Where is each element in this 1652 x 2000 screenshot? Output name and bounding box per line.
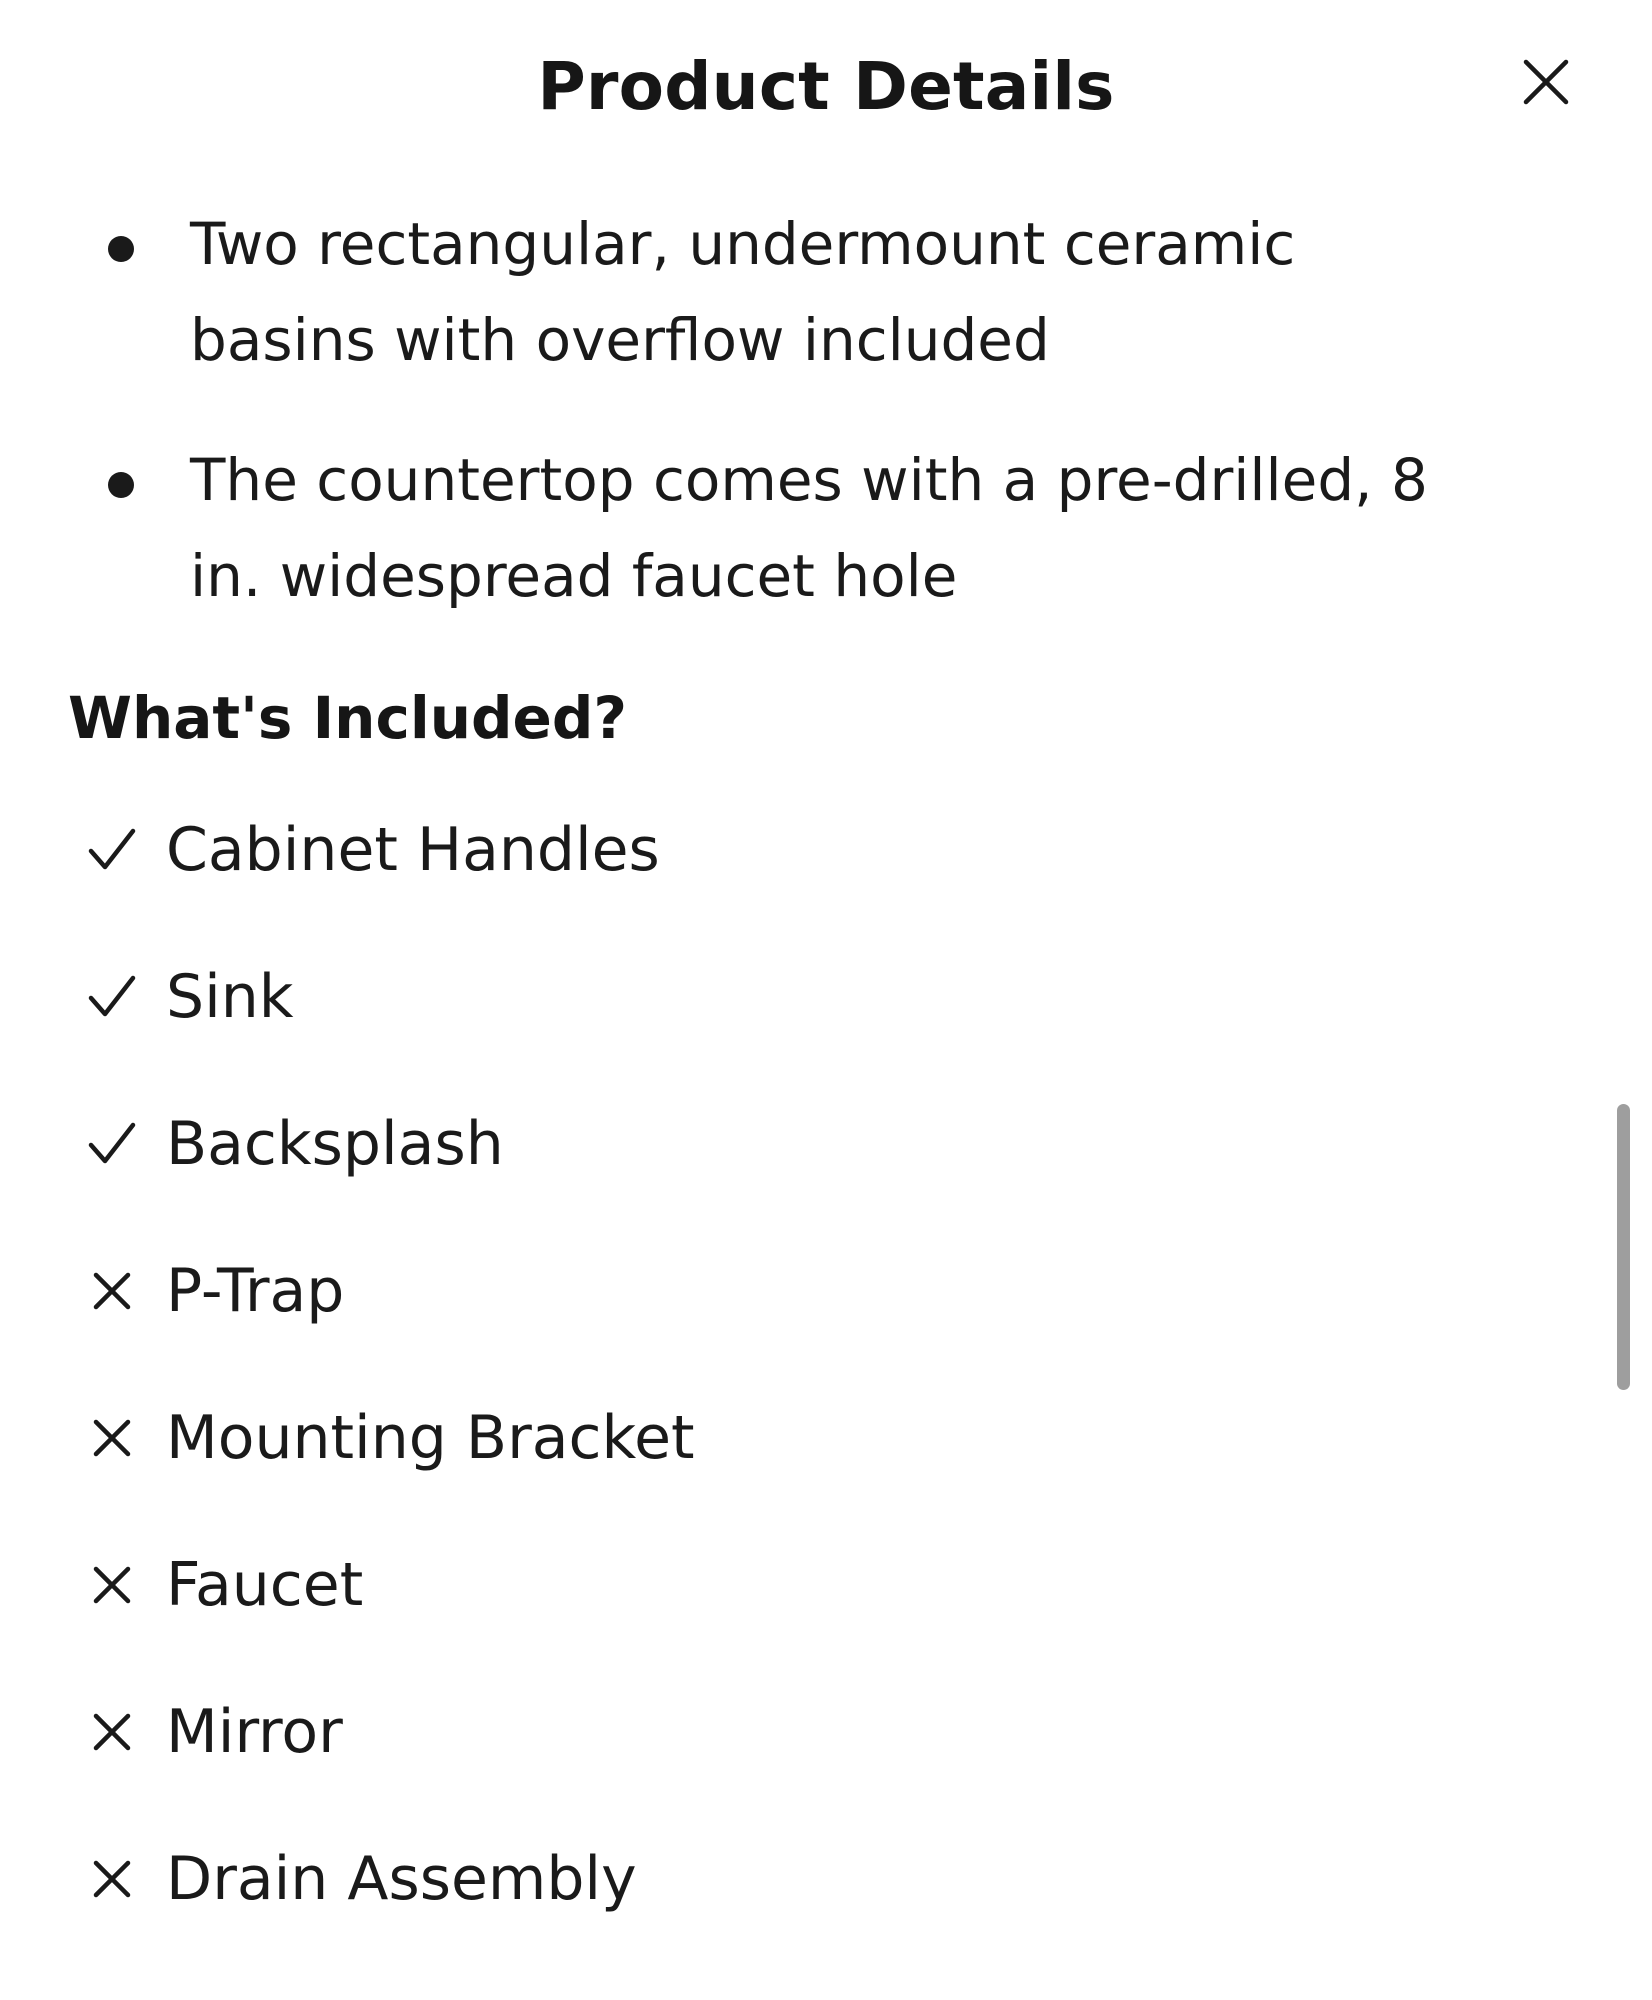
included-item-sink bbox=[86, 947, 1386, 1047]
feature-line: basins with overflow included bbox=[190, 306, 1050, 374]
included-item-mounting-bracket bbox=[86, 1388, 1386, 1488]
checkmark-icon bbox=[86, 1118, 138, 1170]
x-mark-icon bbox=[86, 1559, 138, 1611]
page-title: Product Details bbox=[537, 48, 1115, 125]
included-item-label: P-Trap bbox=[166, 1256, 345, 1326]
included-item-label: Faucet bbox=[166, 1550, 364, 1620]
x-mark-icon bbox=[86, 1265, 138, 1317]
included-item-p-trap bbox=[86, 1241, 1386, 1341]
x-mark-icon bbox=[86, 1853, 138, 1905]
scrollbar-thumb[interactable] bbox=[1617, 1104, 1630, 1390]
x-mark-icon bbox=[86, 1706, 138, 1758]
close-button[interactable] bbox=[1516, 52, 1576, 112]
included-item-cabinet-handles bbox=[86, 800, 1386, 900]
included-item-label: Mirror bbox=[166, 1697, 343, 1767]
feature-text bbox=[190, 196, 1520, 388]
included-item-label: Drain Assembly bbox=[166, 1844, 637, 1914]
included-item-label: Sink bbox=[166, 962, 294, 1032]
feature-text bbox=[190, 432, 1520, 624]
feature-line: The countertop comes with a pre-drilled, 8 bbox=[190, 446, 1428, 514]
checkmark-icon bbox=[86, 971, 138, 1023]
included-item-label: Cabinet Handles bbox=[166, 815, 660, 885]
close-icon bbox=[1516, 52, 1576, 112]
whats-included-heading: What's Included? bbox=[68, 684, 628, 752]
included-item-label: Mounting Bracket bbox=[166, 1403, 695, 1473]
checkmark-icon bbox=[86, 824, 138, 876]
bullet-dot bbox=[108, 472, 134, 498]
bullet-dot bbox=[108, 236, 134, 262]
feature-line: Two rectangular, undermount ceramic bbox=[190, 210, 1296, 278]
included-item-faucet bbox=[86, 1535, 1386, 1635]
x-mark-icon bbox=[86, 1412, 138, 1464]
included-item-mirror bbox=[86, 1682, 1386, 1782]
included-item-drain-assembly bbox=[86, 1829, 1386, 1929]
included-item-backsplash bbox=[86, 1094, 1386, 1194]
included-item-label: Backsplash bbox=[166, 1109, 504, 1179]
feature-line: in. widespread faucet hole bbox=[190, 542, 958, 610]
